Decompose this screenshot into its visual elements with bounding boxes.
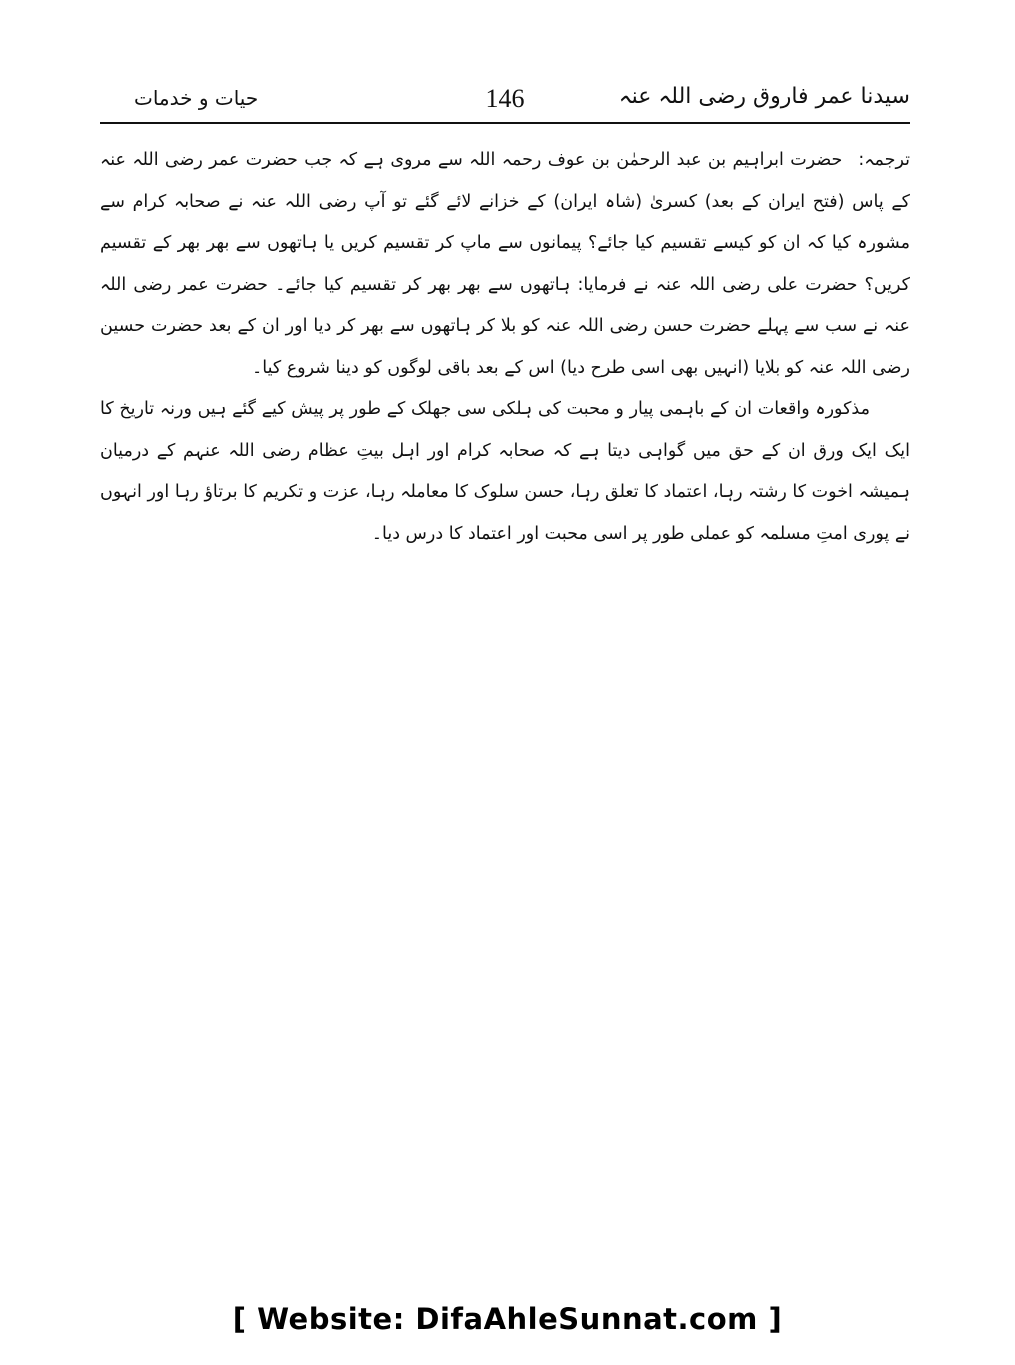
paragraph-2-text: مذکورہ واقعات ان کے باہمی پیار و محبت کی ہلکی سی جھلک کے طور پر پیش کیے گئے ہیں ورنہ تاریخ کا ایک ایک ورق ان کے حق میں گواہی دیتا ہے کہ صحابہ کرام اور اہل بیتِ عظام رضی اللہ عنہم کے درمیان ہمیشہ اخوت کا رشتہ رہا، اعتماد کا تعلق رہا، حسن سلوک کا معاملہ رہا، عزت و تکریم کا برتاؤ رہا اور انہوں نے پوری امتِ مسلمہ کو عملی طور پر اسی محبت اور اعتماد کا درس دیا۔ <box>100 399 910 544</box>
paragraph-translation <box>100 140 910 389</box>
paragraph-1-text: حضرت ابراہیم بن عبد الرحمٰن بن عوف رحمہ اللہ سے مروی ہے کہ جب حضرت عمر رضی اللہ عنہ کے پاس (فتح ایران کے بعد) کسریٰ (شاہ ایران) کے خزانے لائے گئے تو آپ رضی اللہ عنہ نے صحابہ کرام سے مشورہ کیا کہ ان کو کیسے تقسیم کیا جائے؟ پیمانوں سے ماپ کر تقسیم کریں یا ہاتھوں سے بھر بھر کے تقسیم کریں؟ حضرت علی رضی اللہ عنہ نے فرمایا: ہاتھوں سے بھر بھر کر تقسیم کیا جائے۔ حضرت عمر رضی اللہ عنہ نے سب سے پہلے حضرت حسن رضی اللہ عنہ کو بلا کر ہاتھوں سے بھر کر دیا اور ان کے بعد حضرت حسین رضی اللہ عنہ کو بلایا (انہیں بھی اسی طرح دیا) اس کے بعد باقی لوگوں کو دینا شروع کیا۔ <box>100 150 910 378</box>
translation-label: ترجمہ: <box>858 150 910 170</box>
page-number: 146 <box>485 84 525 113</box>
book-title: سیدنا عمر فاروق رضی اللہ عنہ <box>618 84 910 109</box>
page-body <box>100 140 910 555</box>
page-header <box>100 80 910 120</box>
website-footer: [ Website: DifaAhleSunnat.com ] <box>232 1302 783 1336</box>
chapter-title: حیات و خدمات <box>134 86 259 110</box>
header-divider <box>100 122 910 124</box>
